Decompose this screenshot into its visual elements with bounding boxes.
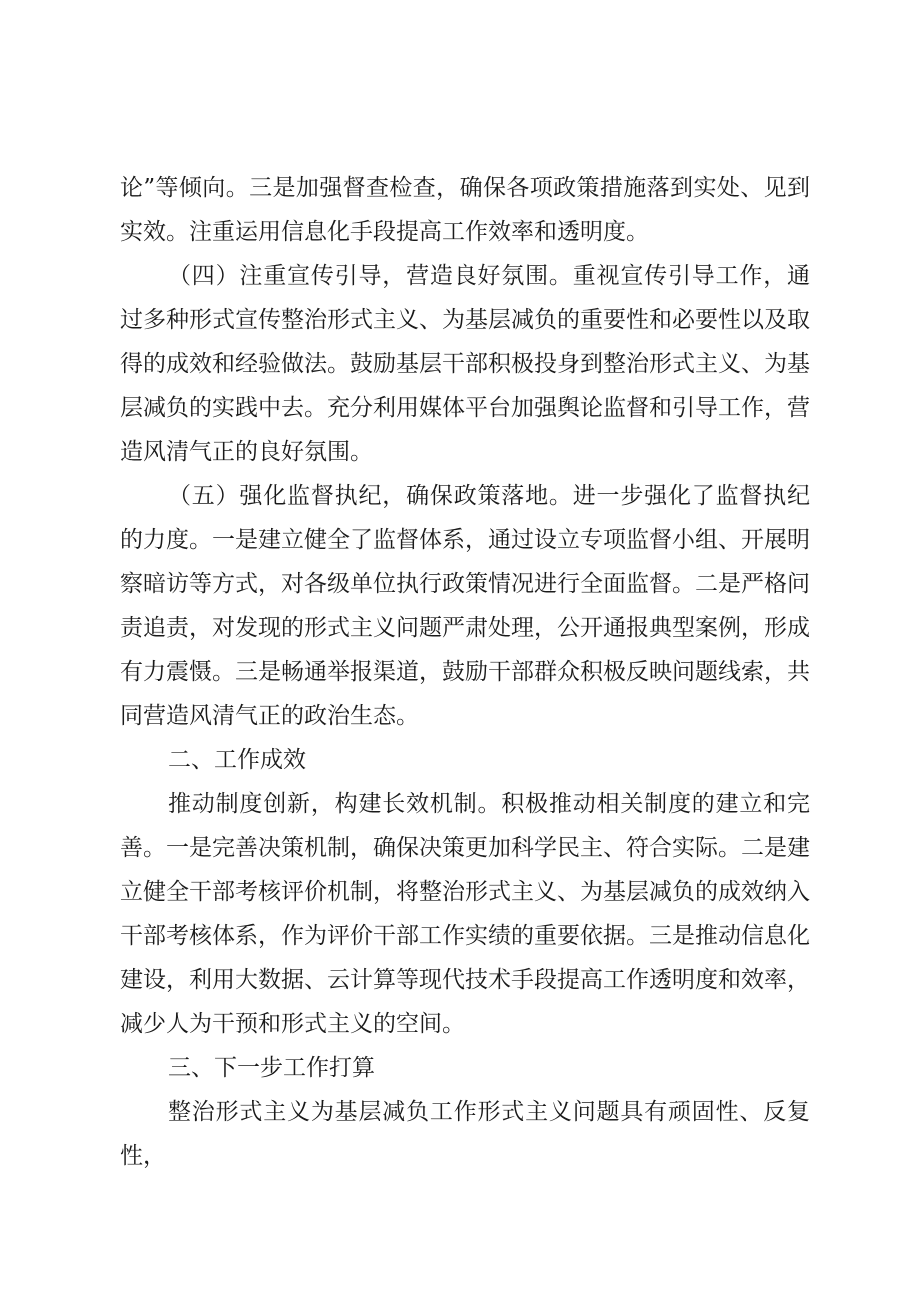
- paragraph-work-results: 推动制度创新，构建长效机制。积极推动相关制度的建立和完善。一是完善决策机制，确保决策更加科学民主、符合实际。二是建立健全干部考核评价机制，将整治形式主义、为基层减负的成效纳入干部考核体系，作为评价干部工作实绩的重要依据。三是推动信息化建设，利用大数据、云计算等现代技术手段提高工作透明度和效率，减少人为干预和形式主义的空间。: [120, 791, 810, 1037]
- heading-work-results: 二、工作成效: [168, 747, 306, 773]
- paragraph-continuation: 论”等倾向。三是加强督查检查，确保各项政策措施落到实处、见到实效。注重运用信息化手段提高工作效率和透明度。: [120, 175, 810, 245]
- paragraph-section-4: （四）注重宣传引导，营造良好氛围。重视宣传引导工作，通过多种形式宣传整治形式主义、为基层减负的重要性和必要性以及取得的成效和经验做法。鼓励基层干部积极投身到整治形式主义、为基层减负的实践中去。充分利用媒体平台加强舆论监督和引导工作，营造风清气正的良好氛围。: [120, 263, 810, 465]
- document-body: [120, 166, 810, 1178]
- paragraph-next-steps: 整治形式主义为基层减负工作形式主义问题具有顽固性、反复性，: [120, 1099, 810, 1169]
- heading-next-steps: 三、下一步工作打算: [168, 1055, 375, 1081]
- paragraph-section-5: （五）强化监督执纪，确保政策落地。进一步强化了监督执纪的力度。一是建立健全了监督体系，通过设立专项监督小组、开展明察暗访等方式，对各级单位执行政策情况进行全面监督。二是严格问责追责，对发现的形式主义问题严肃处理，公开通报典型案例，形成有力震慑。三是畅通举报渠道，鼓励干部群众积极反映问题线索，共同营造风清气正的政治生态。: [120, 483, 810, 729]
